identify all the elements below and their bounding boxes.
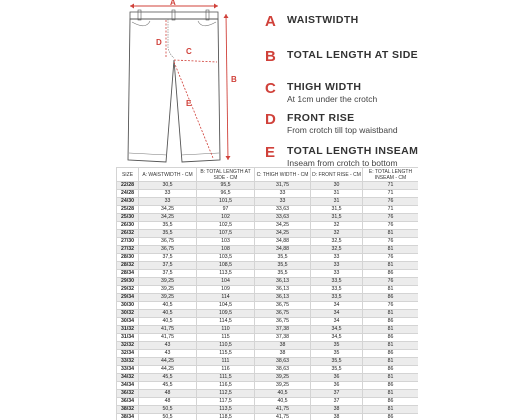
table-body — [117, 182, 419, 420]
table-row — [117, 206, 419, 214]
legend-item-c — [265, 81, 377, 105]
measurement-cell: 104,5 — [197, 302, 255, 310]
measurement-cell: 86 — [363, 318, 419, 326]
size-cell: 30/30 — [117, 302, 139, 310]
measurement-cell: 34,25 — [139, 206, 197, 214]
measurement-cell: 36,75 — [255, 310, 311, 318]
measurement-cell: 33 — [139, 198, 197, 206]
size-cell: 28/30 — [117, 254, 139, 262]
measurement-cell: 96,5 — [197, 190, 255, 198]
table-row — [117, 286, 419, 294]
measurement-cell: 38 — [255, 342, 311, 350]
measurement-cell: 39,25 — [255, 382, 311, 390]
size-cell: 28/32 — [117, 262, 139, 270]
measurement-cell: 86 — [363, 294, 419, 302]
measurement-cell: 81 — [363, 326, 419, 334]
size-chart-table-container — [116, 167, 418, 420]
size-chart-table — [116, 167, 418, 420]
column-header: SIZE — [117, 168, 139, 182]
measurement-cell: 81 — [363, 286, 419, 294]
measurement-cell: 76 — [363, 302, 419, 310]
measurement-cell: 36 — [311, 374, 363, 382]
measurement-cell: 33 — [255, 190, 311, 198]
measurement-cell: 36,13 — [255, 278, 311, 286]
size-cell: 38/32 — [117, 406, 139, 414]
measurement-cell: 35,5 — [311, 366, 363, 374]
size-cell: 38/34 — [117, 414, 139, 420]
size-cell: 36/32 — [117, 390, 139, 398]
measurement-cell: 33 — [311, 254, 363, 262]
arrowhead — [226, 156, 231, 160]
measurement-cell: 36 — [311, 382, 363, 390]
table-row — [117, 358, 419, 366]
measurement-cell: 31 — [311, 198, 363, 206]
legend-letter: A — [265, 13, 276, 30]
measurement-cell: 111 — [197, 358, 255, 366]
measurement-cell: 34,25 — [255, 230, 311, 238]
table-header-row — [117, 168, 419, 182]
size-cell: 32/34 — [117, 350, 139, 358]
measurement-cell: 34 — [311, 302, 363, 310]
measurement-cell: 116,5 — [197, 382, 255, 390]
table-row — [117, 326, 419, 334]
measurement-cell: 36,75 — [255, 318, 311, 326]
measurement-cell: 37,5 — [139, 262, 197, 270]
measurement-cell: 108 — [197, 246, 255, 254]
measurement-cell: 31 — [311, 190, 363, 198]
measurement-cell: 33 — [255, 198, 311, 206]
measurement-cell: 44,25 — [139, 366, 197, 374]
size-cell: 36/34 — [117, 398, 139, 406]
measurement-cell: 43 — [139, 342, 197, 350]
measurement-cell: 81 — [363, 390, 419, 398]
legend-subtitle: Inseam from crotch to bottom — [287, 158, 398, 168]
table-row — [117, 310, 419, 318]
measurement-cell: 31,5 — [311, 214, 363, 222]
measurement-cell: 37,5 — [139, 254, 197, 262]
legend-item-e — [265, 145, 418, 169]
size-cell: 26/30 — [117, 222, 139, 230]
measurement-cell: 35,5 — [139, 222, 197, 230]
measurement-cell: 33,5 — [311, 294, 363, 302]
letter-c: C — [186, 47, 192, 56]
measurement-cell: 35,5 — [311, 358, 363, 366]
measurement-cell: 86 — [363, 382, 419, 390]
measurement-cell: 34,88 — [255, 238, 311, 246]
measurement-cell: 37,38 — [255, 334, 311, 342]
measurement-cell: 33,5 — [311, 286, 363, 294]
measurement-cell: 30 — [311, 182, 363, 190]
measurement-cell: 30,5 — [139, 182, 197, 190]
size-cell: 25/28 — [117, 206, 139, 214]
table-row — [117, 182, 419, 190]
jeans-outline-illustration — [110, 0, 260, 165]
measurement-cell: 86 — [363, 414, 419, 420]
measurement-cell: 81 — [363, 406, 419, 414]
waistband — [130, 12, 218, 19]
legend-subtitle: At 1cm under the crotch — [287, 94, 378, 104]
measurement-cell: 35,5 — [139, 230, 197, 238]
measurement-cell: 34,5 — [311, 334, 363, 342]
measurement-cell: 34,25 — [139, 214, 197, 222]
legend-title: WAISTWIDTH — [287, 14, 359, 26]
column-header: D: FRONT RISE - CM — [311, 168, 363, 182]
measurement-cell: 41,75 — [255, 414, 311, 420]
size-cell: 32/32 — [117, 342, 139, 350]
jeans-diagram — [110, 0, 260, 165]
table-row — [117, 390, 419, 398]
letter-a: A — [170, 0, 176, 7]
column-header: E: TOTAL LENGTH INSEAM - CM — [363, 168, 419, 182]
table-row — [117, 246, 419, 254]
measurement-cell: 33 — [311, 262, 363, 270]
measurement-cell: 108,5 — [197, 262, 255, 270]
table-row — [117, 318, 419, 326]
legend-item-b — [265, 49, 418, 65]
column-header: C: THIGH WIDTH - CM — [255, 168, 311, 182]
size-cell: 29/30 — [117, 278, 139, 286]
hem-line — [129, 153, 167, 155]
table-row — [117, 414, 419, 420]
belt-loop — [172, 10, 175, 20]
measurement-cell: 39,25 — [139, 278, 197, 286]
legend-subtitle: From crotch till top waistband — [287, 125, 398, 135]
measurement-cell: 95,5 — [197, 182, 255, 190]
measurement-cell: 118,5 — [197, 414, 255, 420]
measurement-cell: 104 — [197, 278, 255, 286]
measurement-cell: 41,75 — [255, 406, 311, 414]
table-row — [117, 238, 419, 246]
measurement-cell: 102,5 — [197, 222, 255, 230]
measurement-cell: 31,5 — [311, 206, 363, 214]
legend-title: TOTAL LENGTH AT SIDE — [287, 49, 419, 61]
measurement-cell: 43 — [139, 350, 197, 358]
measurement-cell: 111,5 — [197, 374, 255, 382]
measurement-cell: 48 — [139, 398, 197, 406]
measurement-cell: 35,5 — [255, 262, 311, 270]
size-cell: 31/32 — [117, 326, 139, 334]
measurement-cell: 81 — [363, 230, 419, 238]
measurement-cell: 35 — [311, 350, 363, 358]
measurement-cell: 38 — [311, 406, 363, 414]
measurement-cell: 34,88 — [255, 246, 311, 254]
measurement-cell: 102 — [197, 214, 255, 222]
measurement-cell: 113,5 — [197, 270, 255, 278]
measurement-cell: 38 — [255, 350, 311, 358]
measurement-cell: 41,75 — [139, 326, 197, 334]
measurement-cell: 32 — [311, 230, 363, 238]
size-cell: 22/28 — [117, 182, 139, 190]
measurement-cell: 41,75 — [139, 334, 197, 342]
measurement-cell: 35,5 — [255, 254, 311, 262]
legend-title: FRONT RISE — [287, 112, 355, 124]
measurement-cell: 38,63 — [255, 366, 311, 374]
table-row — [117, 334, 419, 342]
measurement-cell: 36,75 — [139, 238, 197, 246]
measurement-cell: 115,5 — [197, 350, 255, 358]
letter-d: D — [156, 38, 162, 47]
measurement-cell: 36,13 — [255, 286, 311, 294]
front-pocket — [132, 21, 150, 26]
measurement-cell: 35 — [311, 342, 363, 350]
measurement-cell: 32,5 — [311, 246, 363, 254]
legend-item-a — [265, 14, 359, 30]
table-row — [117, 214, 419, 222]
measurement-cell: 38,63 — [255, 358, 311, 366]
size-cell: 26/32 — [117, 230, 139, 238]
measurement-cell: 38 — [311, 414, 363, 420]
measurement-cell: 86 — [363, 366, 419, 374]
measurement-cell: 76 — [363, 198, 419, 206]
measurement-cell: 40,5 — [139, 318, 197, 326]
measurement-cell: 114 — [197, 294, 255, 302]
measurement-cell: 40,5 — [255, 398, 311, 406]
measure-line-b — [226, 14, 228, 160]
measurement-cell: 86 — [363, 334, 419, 342]
measurement-cell: 81 — [363, 342, 419, 350]
measurement-cell: 86 — [363, 270, 419, 278]
measurement-cell: 40,5 — [255, 390, 311, 398]
table-row — [117, 222, 419, 230]
measurement-cell: 37 — [311, 390, 363, 398]
measurement-cell: 36,75 — [139, 246, 197, 254]
measurement-cell: 81 — [363, 246, 419, 254]
arrowhead — [130, 4, 134, 9]
table-row — [117, 366, 419, 374]
table-row — [117, 294, 419, 302]
table-row — [117, 398, 419, 406]
measurement-cell: 86 — [363, 350, 419, 358]
size-cell: 24/30 — [117, 198, 139, 206]
measurement-cell: 40,5 — [139, 302, 197, 310]
column-header: A: WAISTWIDTH - CM — [139, 168, 197, 182]
measurement-cell: 115 — [197, 334, 255, 342]
legend-letter: B — [265, 48, 276, 65]
letter-b: B — [231, 75, 237, 84]
measurement-cell: 103 — [197, 238, 255, 246]
measurement-cell: 101,5 — [197, 198, 255, 206]
measurement-cell: 32,5 — [311, 238, 363, 246]
front-pocket — [198, 21, 216, 26]
size-cell: 33/32 — [117, 358, 139, 366]
size-cell: 33/34 — [117, 366, 139, 374]
measurement-cell: 71 — [363, 182, 419, 190]
letter-e: E — [186, 99, 192, 108]
measurement-cell: 37 — [311, 398, 363, 406]
measurement-cell: 35,5 — [255, 270, 311, 278]
measurement-cell: 36,13 — [255, 294, 311, 302]
arrowhead — [224, 14, 229, 18]
arrowhead — [214, 4, 218, 9]
table-row — [117, 262, 419, 270]
legend-letter: C — [265, 80, 276, 97]
measurement-cell: 31,75 — [255, 182, 311, 190]
measurement-cell: 33 — [311, 270, 363, 278]
legend-letter: D — [265, 111, 276, 128]
measurement-cell: 37,5 — [139, 270, 197, 278]
hem-line — [181, 153, 219, 155]
size-cell: 34/34 — [117, 382, 139, 390]
size-cell: 30/32 — [117, 310, 139, 318]
table-row — [117, 374, 419, 382]
measurement-cell: 32 — [311, 222, 363, 230]
legend-item-d — [265, 112, 398, 136]
size-cell: 27/30 — [117, 238, 139, 246]
measurement-cell: 76 — [363, 214, 419, 222]
measurement-cell: 33,63 — [255, 206, 311, 214]
column-header: B: TOTAL LENGTH AT SIDE - CM — [197, 168, 255, 182]
measurement-cell: 50,5 — [139, 406, 197, 414]
table-row — [117, 302, 419, 310]
measurement-cell: 109,5 — [197, 310, 255, 318]
measurement-cell: 39,25 — [139, 286, 197, 294]
legend-letter: E — [265, 144, 276, 161]
measurement-cell: 76 — [363, 238, 419, 246]
measurement-cell: 117,5 — [197, 398, 255, 406]
size-cell: 25/30 — [117, 214, 139, 222]
table-row — [117, 198, 419, 206]
size-cell: 31/34 — [117, 334, 139, 342]
fly-stitch — [168, 19, 174, 58]
measurement-cell: 34 — [311, 310, 363, 318]
measurement-cell: 34,25 — [255, 222, 311, 230]
size-cell: 29/32 — [117, 286, 139, 294]
measure-line-e — [174, 62, 213, 158]
measurement-cell: 71 — [363, 206, 419, 214]
measurement-cell: 45,5 — [139, 382, 197, 390]
size-cell: 34/32 — [117, 374, 139, 382]
measurement-cell: 45,5 — [139, 374, 197, 382]
measurement-cell: 37,38 — [255, 326, 311, 334]
size-cell: 30/34 — [117, 318, 139, 326]
measurement-cell: 71 — [363, 190, 419, 198]
measurement-cell: 113,5 — [197, 406, 255, 414]
measurement-cell: 39,25 — [255, 374, 311, 382]
measurement-cell: 50,5 — [139, 414, 197, 420]
legend-title: TOTAL LENGTH INSEAM — [287, 145, 419, 157]
measurement-cell: 81 — [363, 310, 419, 318]
measurement-cell: 76 — [363, 222, 419, 230]
measurement-cell: 76 — [363, 278, 419, 286]
measurement-cell: 81 — [363, 358, 419, 366]
belt-loop — [138, 10, 141, 20]
legend-title: THIGH WIDTH — [287, 81, 362, 93]
size-cell: 27/32 — [117, 246, 139, 254]
measurement-cell: 81 — [363, 262, 419, 270]
measurement-cell: 109 — [197, 286, 255, 294]
measurement-cell: 33 — [139, 190, 197, 198]
table-row — [117, 406, 419, 414]
table-row — [117, 230, 419, 238]
measurement-cell: 86 — [363, 398, 419, 406]
measurement-cell: 110,5 — [197, 342, 255, 350]
table-row — [117, 278, 419, 286]
measurement-cell: 40,5 — [139, 310, 197, 318]
measure-line-c — [174, 60, 217, 62]
size-cell: 24/28 — [117, 190, 139, 198]
table-row — [117, 254, 419, 262]
size-cell: 28/34 — [117, 270, 139, 278]
measurement-cell: 81 — [363, 374, 419, 382]
size-cell: 29/34 — [117, 294, 139, 302]
table-row — [117, 342, 419, 350]
measurement-cell: 48 — [139, 390, 197, 398]
belt-loop — [206, 10, 209, 20]
measurement-cell: 44,25 — [139, 358, 197, 366]
table-row — [117, 382, 419, 390]
table-row — [117, 270, 419, 278]
table-row — [117, 190, 419, 198]
measurement-cell: 107,5 — [197, 230, 255, 238]
table-row — [117, 350, 419, 358]
measurement-cell: 34 — [311, 318, 363, 326]
measurement-cell: 76 — [363, 254, 419, 262]
measurement-cell: 39,25 — [139, 294, 197, 302]
measurement-cell: 112,5 — [197, 390, 255, 398]
measurement-cell: 34,5 — [311, 326, 363, 334]
measurement-cell: 116 — [197, 366, 255, 374]
measurement-cell: 33,5 — [311, 278, 363, 286]
measurement-cell: 110 — [197, 326, 255, 334]
measurement-cell: 33,63 — [255, 214, 311, 222]
measurement-cell: 103,5 — [197, 254, 255, 262]
measurement-cell: 97 — [197, 206, 255, 214]
measurement-cell: 114,5 — [197, 318, 255, 326]
measurement-cell: 36,75 — [255, 302, 311, 310]
